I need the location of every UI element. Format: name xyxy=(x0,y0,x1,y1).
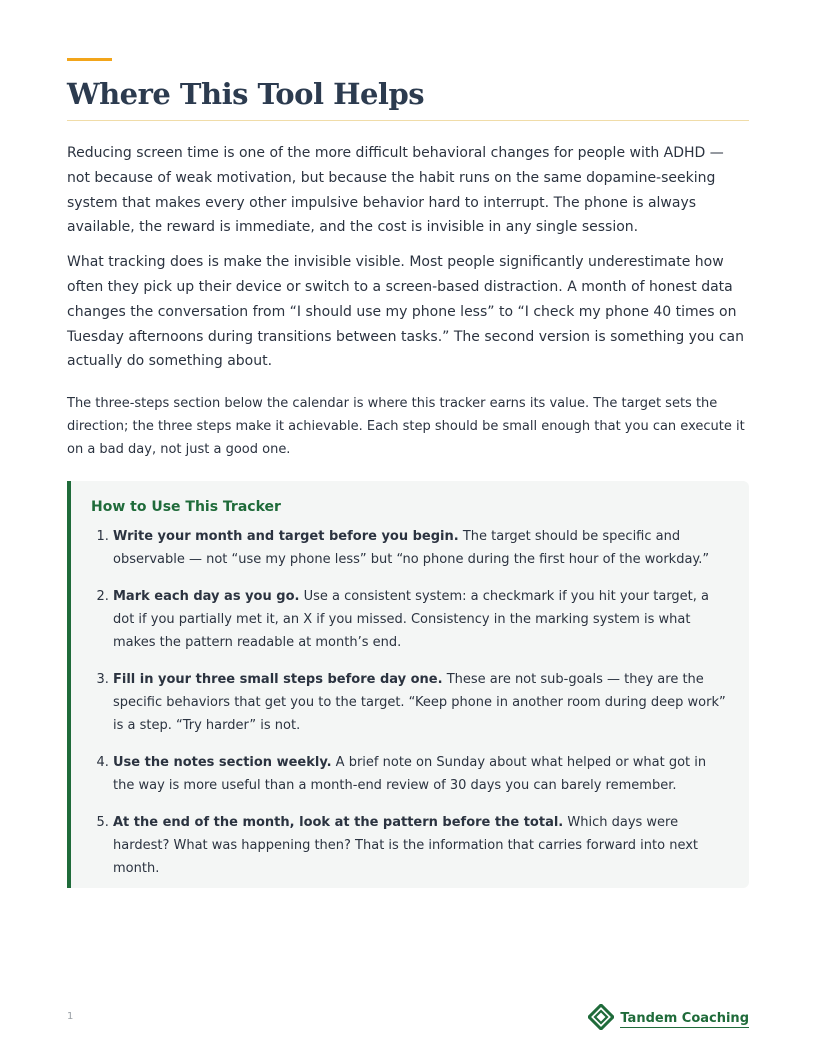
step-2-lead: Mark each day as you go. xyxy=(113,589,300,604)
intro-paragraph-3: The three-steps section below the calendar is where this tracker earns its value. The target sets the direction; the three steps make it achievable. Each step should be small enough that you can execute it on a bad day, not just a good one. xyxy=(67,396,745,458)
list-item xyxy=(113,811,727,880)
step-1-lead: Write your month and target before you begin. xyxy=(113,529,459,544)
list-item xyxy=(113,668,727,737)
page-title: Where This Tool Helps xyxy=(67,77,425,111)
diamond-logo-icon xyxy=(588,1004,614,1034)
steps-list xyxy=(91,525,727,880)
title-accent-bar xyxy=(67,58,112,61)
step-4-lead: Use the notes section weekly. xyxy=(113,755,332,770)
step-3-text: These are not sub-goals — they are the specific behaviors that get you to the target. “Keep phone in another room during deep work” is a step. “Try harder” is not. xyxy=(113,672,726,733)
step-3-lead: Fill in your three small steps before day one. xyxy=(113,672,443,687)
intro-paragraph-2: What tracking does is make the invisible visible. Most people significantly underestimate how often they pick up their device or switch to a screen-based distraction. A month of honest data changes the conversation from “I should use my phone less” to “I check my phone 40 times on Tuesday afternoons during transitions between tasks.” The second version is something you can actually do something about. xyxy=(67,254,744,370)
list-item xyxy=(113,751,727,797)
step-1-text: The target should be specific and observable — not “use my phone less” but “no phone during the first hour of the workday.” xyxy=(113,529,710,567)
page-number: 1 xyxy=(67,1011,74,1022)
list-item xyxy=(113,525,727,571)
step-5-lead: At the end of the month, look at the pattern before the total. xyxy=(113,815,564,830)
brand-name: Tandem Coaching xyxy=(620,1010,749,1026)
title-divider xyxy=(67,120,749,121)
intro-section xyxy=(67,141,749,471)
intro-paragraph-1: Reducing screen time is one of the more difficult behavioral changes for people with ADHD — not because of weak motivation, but because the habit runs on the same dopamine-seeking system that makes every other impulsive behavior hard to interrupt. The phone is always available, the reward is immediate, and the cost is invisible in any single session. xyxy=(67,145,724,236)
brand-logo xyxy=(588,1004,749,1034)
step-4-text: A brief note on Sunday about what helped or what got in the way is more useful than a month-end review of 30 days you can barely remember. xyxy=(113,755,707,793)
how-to-title: How to Use This Tracker xyxy=(91,499,281,515)
list-item xyxy=(113,585,727,654)
step-5-text: Which days were hardest? What was happening then? That is the information that carries forward into next month. xyxy=(113,815,699,876)
how-to-use-callout xyxy=(67,481,749,888)
step-2-text: Use a consistent system: a checkmark if you hit your target, a dot if you partially met it, an X if you missed. Consistency in the marking system is what makes the pattern readable at month’s end. xyxy=(113,589,710,650)
